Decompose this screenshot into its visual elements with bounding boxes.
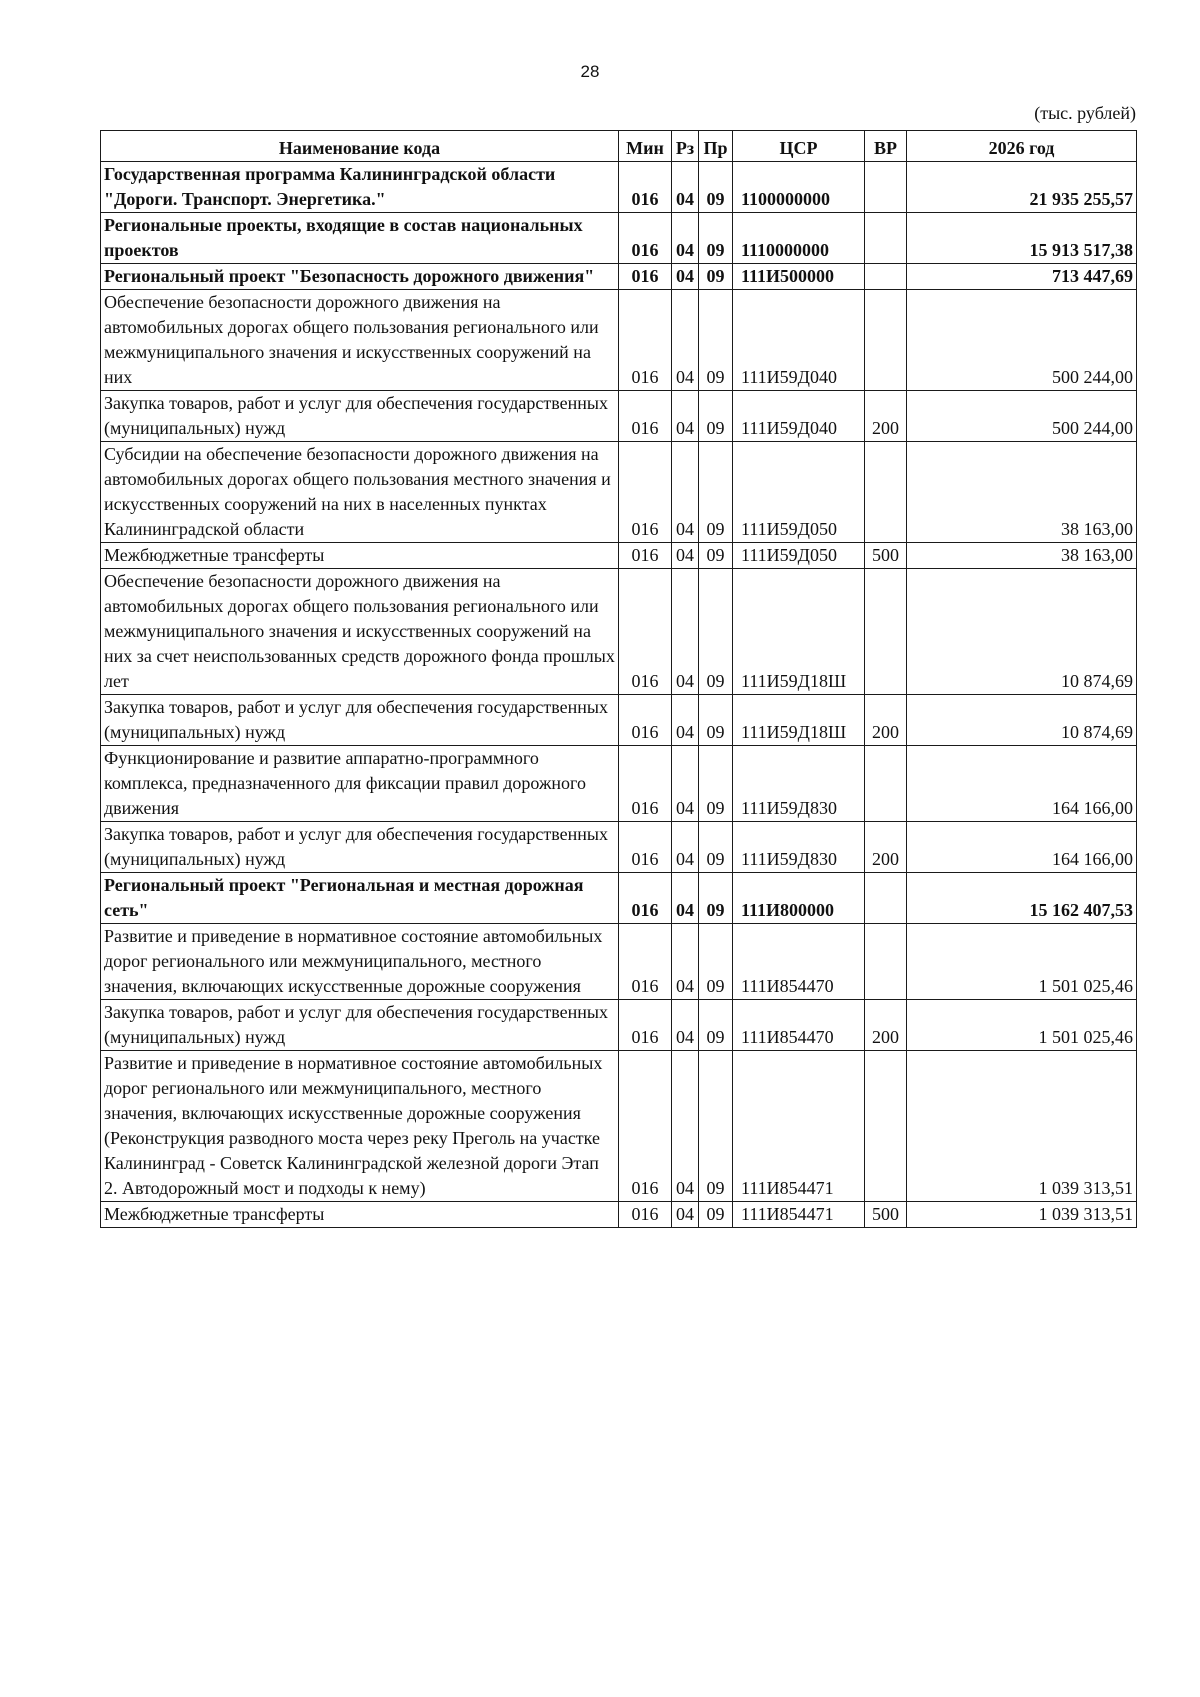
header-name: Наименование кода	[101, 131, 619, 162]
cell-vr: 500	[865, 543, 907, 569]
header-rz: Рз	[672, 131, 699, 162]
cell-rz: 04	[672, 264, 699, 290]
cell-name: Субсидии на обеспечение безопасности дорожного движения на автомобильных дорогах общего пользования местного значения и искусственных сооружений на них в населенных пунктах Калининградской области	[101, 442, 619, 543]
cell-min: 016	[619, 442, 672, 543]
cell-csr: 1110000000	[733, 213, 865, 264]
cell-sum: 21 935 255,57	[907, 162, 1137, 213]
cell-rz: 04	[672, 822, 699, 873]
cell-min: 016	[619, 873, 672, 924]
units-label: (тыс. рублей)	[1034, 103, 1136, 123]
cell-vr	[865, 213, 907, 264]
table-row	[101, 695, 1137, 746]
cell-min: 016	[619, 746, 672, 822]
table-row	[101, 442, 1137, 543]
cell-pr: 09	[699, 264, 733, 290]
table-body	[101, 162, 1137, 1228]
cell-vr	[865, 873, 907, 924]
cell-pr: 09	[699, 822, 733, 873]
table-row	[101, 1051, 1137, 1202]
cell-min: 016	[619, 543, 672, 569]
cell-min: 016	[619, 695, 672, 746]
cell-csr: 111И854471	[733, 1202, 865, 1228]
cell-sum: 15 913 517,38	[907, 213, 1137, 264]
cell-csr: 1100000000	[733, 162, 865, 213]
cell-csr: 111И59Д18Ш	[733, 695, 865, 746]
cell-rz: 04	[672, 213, 699, 264]
cell-min: 016	[619, 290, 672, 391]
cell-vr: 200	[865, 1000, 907, 1051]
cell-min: 016	[619, 213, 672, 264]
cell-sum: 1 501 025,46	[907, 924, 1137, 1000]
cell-name: Закупка товаров, работ и услуг для обеспечения государственных (муниципальных) нужд	[101, 391, 619, 442]
table-row	[101, 569, 1137, 695]
cell-sum: 38 163,00	[907, 442, 1137, 543]
cell-name: Развитие и приведение в нормативное состояние автомобильных дорог регионального или межмуниципального, местного значения, включающих искусственные дорожные сооружения (Реконструкция разводного моста через реку Преголь на участке Калининград - Советск Калининградской железной дороги Этап 2. Автодорожный мост и подходы к нему)	[101, 1051, 619, 1202]
cell-csr: 111И59Д830	[733, 746, 865, 822]
cell-rz: 04	[672, 290, 699, 391]
cell-csr: 111И854470	[733, 1000, 865, 1051]
cell-vr: 200	[865, 391, 907, 442]
cell-vr	[865, 569, 907, 695]
cell-csr: 111И500000	[733, 264, 865, 290]
table-row	[101, 162, 1137, 213]
table-row	[101, 924, 1137, 1000]
cell-pr: 09	[699, 695, 733, 746]
cell-pr: 09	[699, 1202, 733, 1228]
cell-name: Региональный проект "Региональная и местная дорожная сеть"	[101, 873, 619, 924]
cell-pr: 09	[699, 746, 733, 822]
header-csr: ЦСР	[733, 131, 865, 162]
cell-pr: 09	[699, 1051, 733, 1202]
cell-pr: 09	[699, 162, 733, 213]
cell-sum: 38 163,00	[907, 543, 1137, 569]
cell-min: 016	[619, 1051, 672, 1202]
table-row	[101, 543, 1137, 569]
header-year: 2026 год	[907, 131, 1137, 162]
table-row	[101, 264, 1137, 290]
cell-sum: 713 447,69	[907, 264, 1137, 290]
cell-min: 016	[619, 162, 672, 213]
cell-name: Обеспечение безопасности дорожного движения на автомобильных дорогах общего пользования регионального или межмуниципального значения и искусственных сооружений на них	[101, 290, 619, 391]
cell-rz: 04	[672, 746, 699, 822]
cell-csr: 111И59Д040	[733, 391, 865, 442]
cell-pr: 09	[699, 391, 733, 442]
cell-rz: 04	[672, 442, 699, 543]
cell-sum: 164 166,00	[907, 822, 1137, 873]
cell-rz: 04	[672, 1000, 699, 1051]
cell-min: 016	[619, 822, 672, 873]
cell-rz: 04	[672, 391, 699, 442]
cell-vr: 200	[865, 822, 907, 873]
cell-csr: 111И800000	[733, 873, 865, 924]
cell-name: Государственная программа Калининградской области "Дороги. Транспорт. Энергетика."	[101, 162, 619, 213]
cell-rz: 04	[672, 569, 699, 695]
cell-sum: 1 039 313,51	[907, 1202, 1137, 1228]
cell-min: 016	[619, 569, 672, 695]
header-vr: ВР	[865, 131, 907, 162]
cell-sum: 1 501 025,46	[907, 1000, 1137, 1051]
cell-name: Закупка товаров, работ и услуг для обеспечения государственных (муниципальных) нужд	[101, 695, 619, 746]
cell-min: 016	[619, 1000, 672, 1051]
cell-name: Региональные проекты, входящие в состав национальных проектов	[101, 213, 619, 264]
cell-rz: 04	[672, 1202, 699, 1228]
table-row	[101, 290, 1137, 391]
cell-sum: 500 244,00	[907, 290, 1137, 391]
cell-vr	[865, 924, 907, 1000]
cell-vr	[865, 264, 907, 290]
cell-rz: 04	[672, 543, 699, 569]
table-row	[101, 873, 1137, 924]
cell-rz: 04	[672, 873, 699, 924]
cell-sum: 500 244,00	[907, 391, 1137, 442]
cell-name: Функционирование и развитие аппаратно-программного комплекса, предназначенного для фиксации правил дорожного движения	[101, 746, 619, 822]
cell-name: Региональный проект "Безопасность дорожного движения"	[101, 264, 619, 290]
cell-vr	[865, 290, 907, 391]
cell-rz: 04	[672, 695, 699, 746]
cell-vr	[865, 162, 907, 213]
cell-sum: 10 874,69	[907, 695, 1137, 746]
cell-rz: 04	[672, 162, 699, 213]
cell-pr: 09	[699, 442, 733, 543]
header-min: Мин	[619, 131, 672, 162]
cell-pr: 09	[699, 924, 733, 1000]
table-row	[101, 391, 1137, 442]
cell-vr: 200	[865, 695, 907, 746]
cell-pr: 09	[699, 543, 733, 569]
cell-min: 016	[619, 391, 672, 442]
table-row	[101, 822, 1137, 873]
cell-csr: 111И59Д040	[733, 290, 865, 391]
cell-csr: 111И854471	[733, 1051, 865, 1202]
table-row	[101, 746, 1137, 822]
budget-table	[100, 130, 1137, 1228]
cell-min: 016	[619, 264, 672, 290]
cell-name: Обеспечение безопасности дорожного движения на автомобильных дорогах общего пользования регионального или межмуниципального значения и искусственных сооружений на них за счет неиспользованных средств дорожного фонда прошлых лет	[101, 569, 619, 695]
cell-vr: 500	[865, 1202, 907, 1228]
cell-name: Закупка товаров, работ и услуг для обеспечения государственных (муниципальных) нужд	[101, 1000, 619, 1051]
cell-csr: 111И59Д050	[733, 442, 865, 543]
cell-name: Межбюджетные трансферты	[101, 543, 619, 569]
cell-sum: 1 039 313,51	[907, 1051, 1137, 1202]
cell-pr: 09	[699, 290, 733, 391]
cell-vr	[865, 442, 907, 543]
table-row	[101, 213, 1137, 264]
cell-sum: 10 874,69	[907, 569, 1137, 695]
cell-csr: 111И59Д18Ш	[733, 569, 865, 695]
cell-sum: 15 162 407,53	[907, 873, 1137, 924]
cell-rz: 04	[672, 924, 699, 1000]
cell-csr: 111И59Д830	[733, 822, 865, 873]
cell-min: 016	[619, 924, 672, 1000]
cell-pr: 09	[699, 873, 733, 924]
table-header-row	[101, 131, 1137, 162]
cell-name: Межбюджетные трансферты	[101, 1202, 619, 1228]
cell-pr: 09	[699, 213, 733, 264]
table-row	[101, 1202, 1137, 1228]
header-pr: Пр	[699, 131, 733, 162]
cell-csr: 111И59Д050	[733, 543, 865, 569]
cell-sum: 164 166,00	[907, 746, 1137, 822]
cell-min: 016	[619, 1202, 672, 1228]
table-row	[101, 1000, 1137, 1051]
cell-rz: 04	[672, 1051, 699, 1202]
cell-pr: 09	[699, 1000, 733, 1051]
cell-name: Развитие и приведение в нормативное состояние автомобильных дорог регионального или межмуниципального, местного значения, включающих искусственные дорожные сооружения	[101, 924, 619, 1000]
cell-name: Закупка товаров, работ и услуг для обеспечения государственных (муниципальных) нужд	[101, 822, 619, 873]
cell-pr: 09	[699, 569, 733, 695]
cell-vr	[865, 746, 907, 822]
page-number: 28	[580, 62, 600, 81]
cell-vr	[865, 1051, 907, 1202]
cell-csr: 111И854470	[733, 924, 865, 1000]
